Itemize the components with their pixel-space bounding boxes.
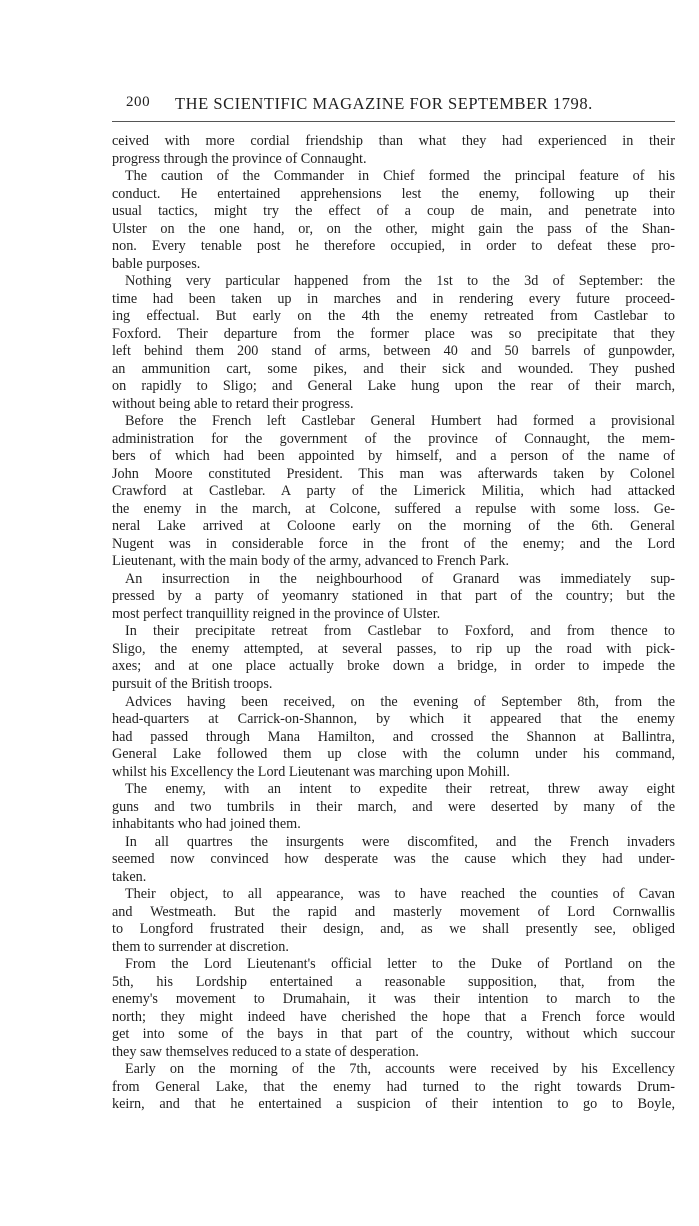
text-line: bable purposes.: [112, 255, 201, 272]
text-line: Lieutenant, with the main body of the army, advanced to French Park.: [112, 553, 509, 570]
text-line: The enemy, with an intent to expedite their retreat, threw away eight: [125, 781, 675, 798]
text-line: In their precipitate retreat from Castlebar to Foxford, and from thence to: [125, 623, 675, 640]
text-line: an ammunition cart, some pikes, and their sick and wounded. They pushed: [112, 360, 675, 377]
text-line: ceived with more cordial friendship than what they had experienced in their: [112, 133, 675, 149]
text-line: administration for the government of the province of Connaught, the mem-: [112, 430, 675, 447]
text-line: whilst his Excellency the Lord Lieutenant was marching upon Mohill.: [112, 763, 510, 780]
text-line: In all quartres the insurgents were discomfited, and the French invaders: [125, 833, 675, 850]
text-line: to Longford frustrated their design, and, as we shall presently see, obliged: [112, 921, 675, 938]
running-header: [126, 94, 674, 116]
text-line: pursuit of the British troops.: [112, 675, 273, 692]
text-line: head-quarters at Carrick-on-Shannon, by which it appeared that the enemy: [112, 711, 675, 728]
text-line: progress through the province of Connaught.: [112, 150, 367, 167]
text-line: Advices having been received, on the evening of September 8th, from the: [125, 693, 675, 710]
text-line: guns and two tumbrils in their march, and were deserted by many of the: [112, 798, 675, 815]
text-line: keirn, and that he entertained a suspicion of their intention to go to Boyle,: [112, 1096, 675, 1113]
text-line: 5th, his Lordship entertained a reasonable supposition, that, from the: [112, 973, 675, 990]
text-line: Nugent was in considerable force in the front of the enemy; and the Lord: [112, 535, 675, 552]
text-line: without being able to retard their progress.: [112, 395, 354, 412]
text-line: seemed now convinced how desperate was the cause which they had under-: [112, 851, 675, 868]
text-line: Early on the morning of the 7th, accounts were received by his Excellency: [125, 1061, 675, 1078]
running-title: THE SCIENTIFIC MAGAZINE FOR SEPTEMBER 1798.: [175, 94, 593, 113]
text-line: the enemy in the march, at Colcone, suffered a repulse with some loss. Ge-: [112, 500, 675, 517]
text-line: Ulster on the one hand, or, on the other, might gain the pass of the Shan-: [112, 220, 675, 237]
text-line: Sligo, the enemy attempted, at several passes, to rip up the road with pick-: [112, 640, 675, 657]
text-line: north; they might indeed have cherished the hope that a French force would: [112, 1008, 675, 1025]
text-line: Crawford at Castlebar. A party of the Limerick Militia, which had attacked: [112, 483, 675, 500]
text-line: usual tactics, might try the effect of a coup de main, and penetrate into: [112, 203, 675, 220]
text-line: Their object, to all appearance, was to have reached the counties of Cavan: [125, 886, 675, 903]
text-line: From the Lord Lieutenant's official letter to the Duke of Portland on the: [125, 956, 675, 973]
text-line: bers of which had been appointed by himself, and a person of the name of: [112, 448, 675, 465]
text-line: General Lake followed them up close with the column under his command,: [112, 746, 675, 763]
article-body: [112, 133, 675, 1114]
text-line: John Moore constituted President. This man was afterwards taken by Colonel: [112, 465, 675, 482]
text-line: non. Every tenable post he therefore occupied, in order to defeat these pro-: [112, 238, 675, 255]
text-line: from General Lake, that the enemy had turned to the right towards Drum-: [112, 1078, 675, 1095]
text-line: neral Lake arrived at Coloone early on the morning of the 6th. General: [112, 518, 675, 535]
text-line: had passed through Mana Hamilton, and crossed the Shannon at Ballintra,: [112, 728, 675, 745]
text-line: most perfect tranquillity reigned in the province of Ulster.: [112, 605, 441, 622]
text-line: axes; and at one place actually broke down a bridge, in order to impede the: [112, 658, 675, 675]
page-number: 200: [126, 94, 151, 110]
header-rule: [112, 121, 675, 122]
text-line: left behind them 200 stand of arms, between 40 and 50 barrels of gunpowder,: [112, 343, 675, 360]
text-line: The caution of the Commander in Chief formed the principal feature of his: [125, 168, 675, 185]
text-line: get into some of the bays in that part of the country, without which succour: [112, 1026, 675, 1043]
text-line: them to surrender at discretion.: [112, 938, 289, 955]
text-line: ing effectual. But early on the 4th the enemy retreated from Castlebar to: [112, 308, 675, 325]
text-line: taken.: [112, 868, 147, 885]
text-line: Before the French left Castlebar General Humbert had formed a provisional: [125, 413, 675, 430]
text-line: and Westmeath. But the rapid and masterly movement of Lord Cornwallis: [112, 903, 675, 920]
text-line: enemy's movement to Drumahain, it was their intention to march to the: [112, 991, 675, 1008]
text-line: An insurrection in the neighbourhood of Granard was immediately sup-: [125, 570, 675, 587]
text-line: pressed by a party of yeomanry stationed in that part of the country; but the: [112, 588, 675, 605]
text-line: Nothing very particular happened from the 1st to the 3d of September: the: [125, 273, 675, 290]
text-line: conduct. He entertained apprehensions lest the enemy, following up their: [112, 185, 675, 202]
text-line: they saw themselves reduced to a state of desperation.: [112, 1043, 419, 1060]
text-line: Foxford. Their departure from the former place was so precipitate that they: [112, 325, 675, 342]
text-line: inhabitants who had joined them.: [112, 816, 301, 833]
text-line: time had been taken up in marches and in rendering every future proceed-: [112, 290, 675, 307]
text-line: on rapidly to Sligo; and General Lake hung upon the rear of their march,: [112, 378, 675, 395]
